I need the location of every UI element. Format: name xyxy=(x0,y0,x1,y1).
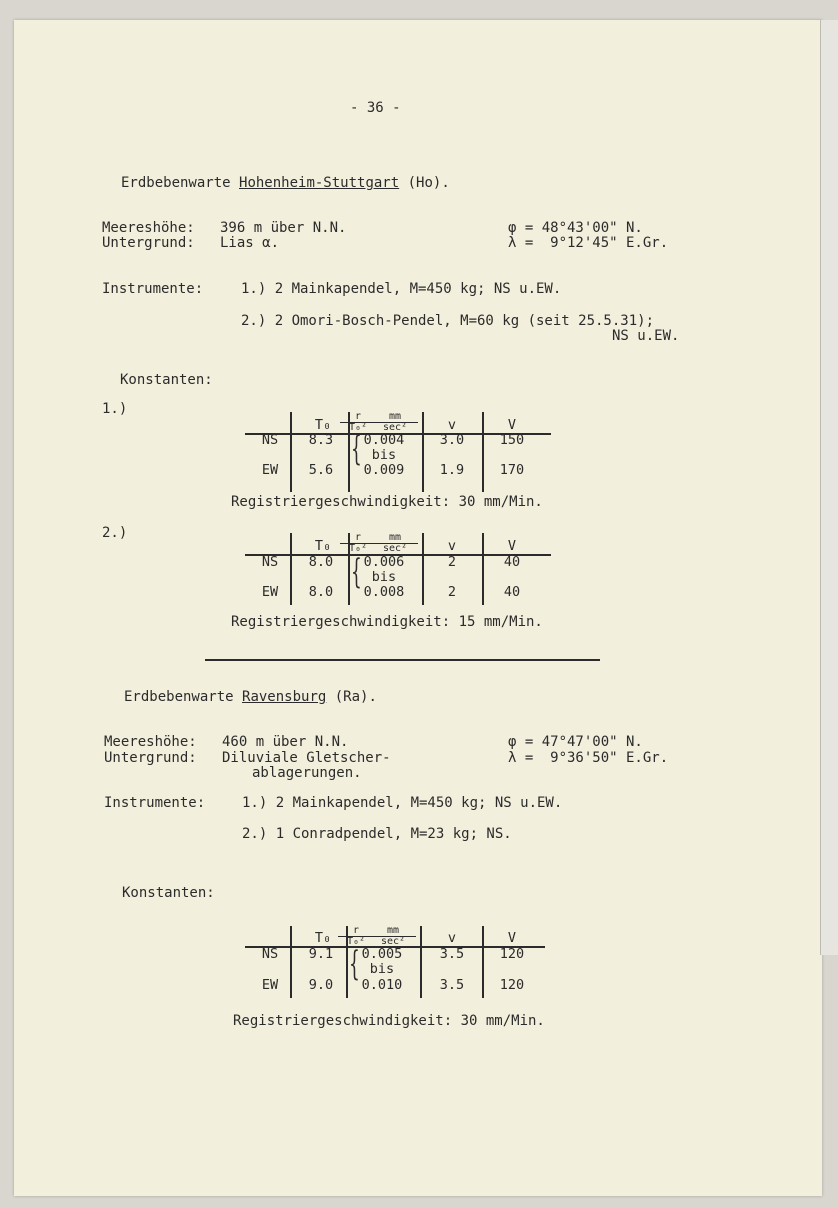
table1-row1-comp: NS xyxy=(261,432,279,448)
table3-row2-V: 120 xyxy=(499,977,525,993)
station1-ground-value: Lias α. xyxy=(220,235,280,251)
table2-header-r: $\frac{r}{\text{T₀²}}$ xyxy=(340,533,376,554)
table2-row1-V: 40 xyxy=(503,554,521,570)
table1-header-V: V xyxy=(507,417,517,433)
table3-bis: bis xyxy=(369,961,395,977)
table3-header-V: V xyxy=(507,930,517,946)
station2-instrument-2: 2.) 1 Conradpendel, M=23 kg; NS. xyxy=(242,826,512,842)
station2-ground-value: Diluviale Gletscher- xyxy=(222,750,391,766)
station1-ground-label: Untergrund: xyxy=(102,235,195,251)
station2-altitude-value: 460 m über N.N. xyxy=(222,734,349,750)
station1-latitude: φ = 48°43'00" N. xyxy=(508,220,643,236)
table3-header-t0: T₀ xyxy=(314,930,332,946)
table1-header-unit: mm sec² xyxy=(372,412,418,433)
table1-row2-v: 1.9 xyxy=(439,462,465,478)
table2-header-unit: mm sec² xyxy=(372,533,418,554)
table3-speed: Registriergeschwindigkeit: 30 mm/Min. xyxy=(233,1013,545,1029)
table1-brace: { xyxy=(351,429,362,469)
station1-longitude: λ = 9°12'45" E.Gr. xyxy=(508,235,669,251)
table1-speed: Registriergeschwindigkeit: 30 mm/Min. xyxy=(231,494,543,510)
station1-instrument-1: 1.) 2 Mainkapendel, M=450 kg; NS u.EW. xyxy=(241,281,562,297)
station2-longitude: λ = 9°36'50" E.Gr. xyxy=(508,750,669,766)
table1-header-r: $\frac{r}{\text{T₀²}}$ xyxy=(340,412,376,433)
page-edge xyxy=(820,20,838,955)
table3-row2-t0: 9.0 xyxy=(308,977,334,993)
station1-altitude-label: Meereshöhe: xyxy=(102,220,195,236)
table1-header-t0: T₀ xyxy=(314,417,332,433)
station2-heading: Erdbebenwarte Ravensburg (Ra). xyxy=(124,689,377,705)
table3-header-r: $\frac{r}{\text{T₀²}}$ xyxy=(338,926,374,947)
station1-constants-label: Konstanten: xyxy=(120,372,213,388)
table2-speed: Registriergeschwindigkeit: 15 mm/Min. xyxy=(231,614,543,630)
table3-row1-v: 3.5 xyxy=(439,946,465,962)
table3-row1-t0: 9.1 xyxy=(308,946,334,962)
table2-row1-t0: 8.0 xyxy=(308,554,334,570)
station2-instrument-1: 1.) 2 Mainkapendel, M=450 kg; NS u.EW. xyxy=(242,795,563,811)
table3-row2-r: 0.010 xyxy=(361,977,403,993)
table3-row1-V: 120 xyxy=(499,946,525,962)
table1-row2-comp: EW xyxy=(261,462,279,478)
table3-brace: { xyxy=(349,944,360,984)
station2-latitude: φ = 47°47'00" N. xyxy=(508,734,643,750)
table2-row2-V: 40 xyxy=(503,584,521,600)
table1-row2-V: 170 xyxy=(499,462,525,478)
table3-row2-v: 3.5 xyxy=(439,977,465,993)
table2-row2-v: 2 xyxy=(447,584,457,600)
table3-row1-r: 0.005 xyxy=(361,946,403,962)
station2-ground-value-cont: ablagerungen. xyxy=(252,765,362,781)
table2-header-V: V xyxy=(507,538,517,554)
station1-instrument-2: 2.) 2 Omori-Bosch-Pendel, M=60 kg (seit 25.5.31); xyxy=(241,313,655,329)
table3-header-unit: mm sec² xyxy=(370,926,416,947)
table2-row2-comp: EW xyxy=(261,584,279,600)
table1-row2-t0: 5.6 xyxy=(308,462,334,478)
table2-row2-r: 0.008 xyxy=(363,584,405,600)
table1-bis: bis xyxy=(371,447,397,463)
table2-brace: { xyxy=(351,552,362,592)
table1-label: 1.) xyxy=(102,401,128,417)
table1-row2-r: 0.009 xyxy=(363,462,405,478)
table2-bis: bis xyxy=(371,569,397,585)
station1-heading: Erdbebenwarte Hohenheim-Stuttgart (Ho). xyxy=(121,175,450,191)
table1-header-v: v xyxy=(447,417,457,433)
table2-header-v: v xyxy=(447,538,457,554)
table3-row2-comp: EW xyxy=(261,977,279,993)
table3-row1-comp: NS xyxy=(261,946,279,962)
station2-ground-label: Untergrund: xyxy=(104,750,197,766)
table2-row1-comp: NS xyxy=(261,554,279,570)
table3-header-v: v xyxy=(447,930,457,946)
table2-row2-t0: 8.0 xyxy=(308,584,334,600)
table2-header-t0: T₀ xyxy=(314,538,332,554)
station2-constants-label: Konstanten: xyxy=(122,885,215,901)
table1-row1-r: 0.004 xyxy=(363,432,405,448)
table2-row1-r: 0.006 xyxy=(363,554,405,570)
station1-altitude-value: 396 m über N.N. xyxy=(220,220,347,236)
table1-row1-v: 3.0 xyxy=(439,432,465,448)
section-divider xyxy=(205,659,600,661)
table2-label: 2.) xyxy=(102,525,128,541)
station1-instrument-2-cont: NS u.EW. xyxy=(612,328,680,344)
station2-altitude-label: Meereshöhe: xyxy=(104,734,197,750)
table2-row1-v: 2 xyxy=(447,554,457,570)
station2-instruments-label: Instrumente: xyxy=(104,795,206,811)
table1-row1-t0: 8.3 xyxy=(308,432,334,448)
station1-instruments-label: Instrumente: xyxy=(102,281,204,297)
page-number: - 36 - xyxy=(350,100,401,116)
table1-row1-V: 150 xyxy=(499,432,525,448)
